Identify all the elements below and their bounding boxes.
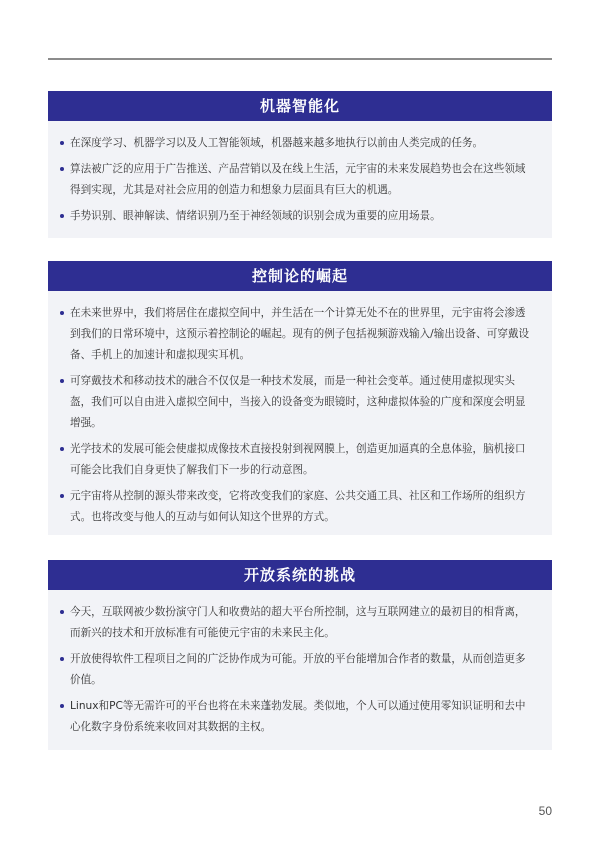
page-number: 50 <box>538 804 552 818</box>
list-item: 可穿戴技术和移动技术的融合不仅仅是一种技术发展，而是一种社会变革。通过使用虚拟现实头盔，我们可以自由进入虚拟空间中，当接入的设备变为眼镜时，这种虚拟体验的广度和深度会明显增强。 <box>70 371 536 434</box>
list-item: 光学技术的发展可能会使虚拟成像技术直接投射到视网膜上，创造更加逼真的全息体验，脑机接口可能会比我们自身更快了解我们下一步的行动意图。 <box>70 439 536 481</box>
bullet-icon <box>60 214 64 218</box>
list-item: 算法被广泛的应用于广告推送、产品营销以及在线上生活，元宇宙的未来发展趋势也会在这些领域得到实现，尤其是对社会应用的创造力和想象力层面具有巨大的机遇。 <box>70 159 536 201</box>
bullet-icon <box>60 704 64 708</box>
section-machine-intelligence <box>48 91 552 238</box>
top-rule <box>48 58 552 60</box>
bullet-icon <box>60 494 64 498</box>
section-title: 开放系统的挑战 <box>48 560 552 590</box>
bullet-icon <box>60 657 64 661</box>
list-item: 今天，互联网被少数扮演守门人和收费站的超大平台所控制，这与互联网建立的最初目的相背离，而新兴的技术和开放标准有可能使元宇宙的未来民主化。 <box>70 602 536 644</box>
bullet-icon <box>60 447 64 451</box>
list-item: 开放使得软件工程项目之间的广泛协作成为可能。开放的平台能增加合作者的数量，从而创造更多价值。 <box>70 649 536 691</box>
bullet-icon <box>60 167 64 171</box>
bullet-list <box>48 590 552 749</box>
bullet-list <box>48 121 552 238</box>
list-item: 在未来世界中，我们将居住在虚拟空间中，并生活在一个计算无处不在的世界里，元宇宙将会渗透到我们的日常环境中，这预示着控制论的崛起。现有的例子包括视频游戏输入/输出设备、可穿戴设备、手机上的加速计和虚拟现实耳机。 <box>70 303 536 366</box>
bullet-icon <box>60 141 64 145</box>
section-cybernetics <box>48 261 552 535</box>
list-item: 元宇宙将从控制的源头带来改变，它将改变我们的家庭、公共交通工具、社区和工作场所的组织方式。也将改变与他人的互动与如何认知这个世界的方式。 <box>70 486 536 528</box>
list-item: 在深度学习、机器学习以及人工智能领域，机器越来越多地执行以前由人类完成的任务。 <box>70 133 536 154</box>
list-item: 手势识别、眼神解读、情绪识别乃至于神经领域的识别会成为重要的应用场景。 <box>70 206 536 227</box>
bullet-list <box>48 291 552 539</box>
list-item: Linux和PC等无需许可的平台也将在未来蓬勃发展。类似地，个人可以通过使用零知识证明和去中心化数字身份系统来收回对其数据的主权。 <box>70 696 536 738</box>
bullet-icon <box>60 610 64 614</box>
section-title: 机器智能化 <box>48 91 552 121</box>
section-title: 控制论的崛起 <box>48 261 552 291</box>
section-open-systems <box>48 560 552 750</box>
bullet-icon <box>60 311 64 315</box>
bullet-icon <box>60 379 64 383</box>
